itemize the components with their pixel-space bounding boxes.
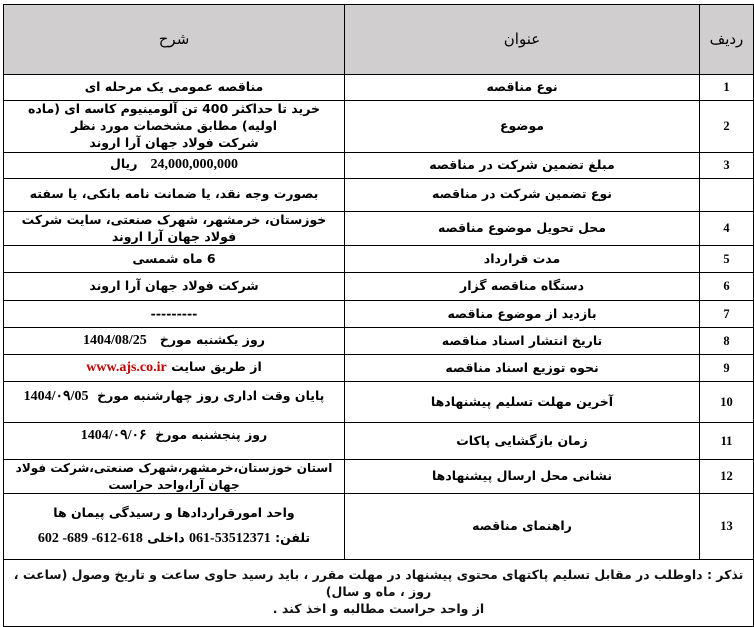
note-text-line2: از واحد حراست مطالبه و اخذ کند . bbox=[272, 601, 485, 617]
link-prefix: از طریق سایت bbox=[171, 358, 262, 374]
row-number: 3 bbox=[700, 152, 754, 178]
tender-info-table bbox=[3, 4, 754, 627]
header-title: عنوان bbox=[345, 5, 700, 75]
date-prefix: روز یکشنبه مورخ bbox=[159, 331, 265, 347]
row-title: آخرین مهلت تسلیم پیشنهادها bbox=[345, 382, 700, 423]
table-row bbox=[4, 493, 754, 559]
table-row bbox=[4, 273, 754, 301]
row-number: 13 bbox=[700, 493, 754, 559]
table-row bbox=[4, 382, 754, 423]
row-title: نوع تضمین شرکت در مناقصه bbox=[345, 178, 700, 211]
row-description bbox=[4, 355, 345, 382]
row-number: 2 bbox=[700, 101, 754, 153]
row-description: --------- bbox=[4, 301, 345, 328]
row-title: دستگاه مناقصه گزار bbox=[345, 273, 700, 301]
row-title: تاریخ انتشار اسناد مناقصه bbox=[345, 328, 700, 355]
row-description: مناقصه عمومی یک مرحله ای bbox=[4, 75, 345, 101]
guarantee-amount: 24,000,000,000 bbox=[150, 156, 238, 172]
row-number bbox=[700, 178, 754, 211]
row-description: 6 ماه شمسی bbox=[4, 246, 345, 273]
table-row bbox=[4, 460, 754, 493]
row-title: نوع مناقصه bbox=[345, 75, 700, 101]
row-description bbox=[4, 101, 345, 153]
row-number: 6 bbox=[700, 273, 754, 301]
extension-numbers: 602 -689 -612-618 bbox=[37, 530, 143, 546]
row-number: 4 bbox=[700, 211, 754, 246]
row-number: 5 bbox=[700, 246, 754, 273]
row-description bbox=[4, 328, 345, 355]
note-text-line1: داوطلب در مقابل تسلیم پاکتهای محتوی پیشنهاد در مهلت مقرر ، باید رسید حاوی ساعت و تاریخ وصول (ساعت ، روز ، ماه و سال) bbox=[13, 567, 703, 600]
table-row bbox=[4, 301, 754, 328]
table-row bbox=[4, 246, 754, 273]
row-number: 12 bbox=[700, 460, 754, 493]
deadline-date: 1404/۰۹/05 bbox=[23, 389, 89, 405]
row-title: نشانی محل ارسال پیشنهادها bbox=[345, 460, 700, 493]
row-number: 1 bbox=[700, 75, 754, 101]
row-number: 7 bbox=[700, 301, 754, 328]
header-description: شرح bbox=[4, 5, 345, 75]
description-line: شرکت فولاد جهان آرا اروند bbox=[89, 134, 259, 150]
row-title: راهنمای مناقصه bbox=[345, 493, 700, 559]
row-description: خوزستان، خرمشهر، شهرک صنعتی، سایت شرکت فولاد جهان آرا اروند bbox=[4, 211, 345, 246]
table-row bbox=[4, 423, 754, 460]
phone-label: تلفن: bbox=[275, 529, 311, 545]
row-title: موضوع bbox=[345, 101, 700, 153]
table-row bbox=[4, 152, 754, 178]
table-row bbox=[4, 75, 754, 101]
note-cell bbox=[4, 559, 754, 626]
row-title: محل تحویل موضوع مناقصه bbox=[345, 211, 700, 246]
table-row bbox=[4, 101, 754, 153]
row-description bbox=[4, 493, 345, 559]
row-number: 9 bbox=[700, 355, 754, 382]
table-row bbox=[4, 355, 754, 382]
row-number: 11 bbox=[700, 423, 754, 460]
row-number: 10 bbox=[700, 382, 754, 423]
row-description: شرکت فولاد جهان آرا اروند bbox=[4, 273, 345, 301]
row-description bbox=[4, 423, 345, 460]
row-description: استان خوزستان،خرمشهر،شهرک صنعتی،شرکت فولاد جهان آرا،واحد حراست bbox=[4, 460, 345, 493]
publish-date: 1404/08/25 bbox=[83, 332, 147, 348]
extension-label: داخلی bbox=[147, 529, 185, 545]
row-description: بصورت وجه نقد، یا ضمانت نامه بانکی، یا سفته bbox=[4, 178, 345, 211]
note-row bbox=[4, 559, 754, 626]
description-line: خرید تا حداکثر 400 تن آلومینیوم کاسه ای (ماده اولیه) مطابق مشخصات مورد نظر bbox=[28, 101, 320, 133]
row-number: 8 bbox=[700, 328, 754, 355]
row-title: نحوه توزیع اسناد مناقصه bbox=[345, 355, 700, 382]
row-title: مدت قرارداد bbox=[345, 246, 700, 273]
header-row-number: ردیف bbox=[700, 5, 754, 75]
row-title: بازدید از موضوع مناقصه bbox=[345, 301, 700, 328]
table-header-row bbox=[4, 5, 754, 75]
phone-number: 061-53512371 bbox=[189, 530, 271, 546]
table-row bbox=[4, 178, 754, 211]
date-prefix: پایان وقت اداری روز چهارشنبه مورخ bbox=[97, 388, 325, 404]
table-row bbox=[4, 328, 754, 355]
table-row bbox=[4, 211, 754, 246]
row-title: مبلغ تضمین شرکت در مناقصه bbox=[345, 152, 700, 178]
currency-unit: ریال bbox=[110, 155, 138, 171]
row-description bbox=[4, 382, 345, 423]
opening-date: 1404/۰۹/۰۶ bbox=[80, 428, 147, 444]
department-name: واحد امورقراردادها و رسیدگی پیمان ها bbox=[53, 504, 295, 520]
row-title: زمان بازگشایی پاکات bbox=[345, 423, 700, 460]
note-label: تذکر : bbox=[706, 567, 744, 583]
date-prefix: روز پنجشنبه مورخ bbox=[155, 427, 268, 443]
website-link[interactable]: www.ajs.co.ir bbox=[86, 359, 167, 375]
row-description bbox=[4, 152, 345, 178]
contact-line bbox=[10, 525, 338, 553]
